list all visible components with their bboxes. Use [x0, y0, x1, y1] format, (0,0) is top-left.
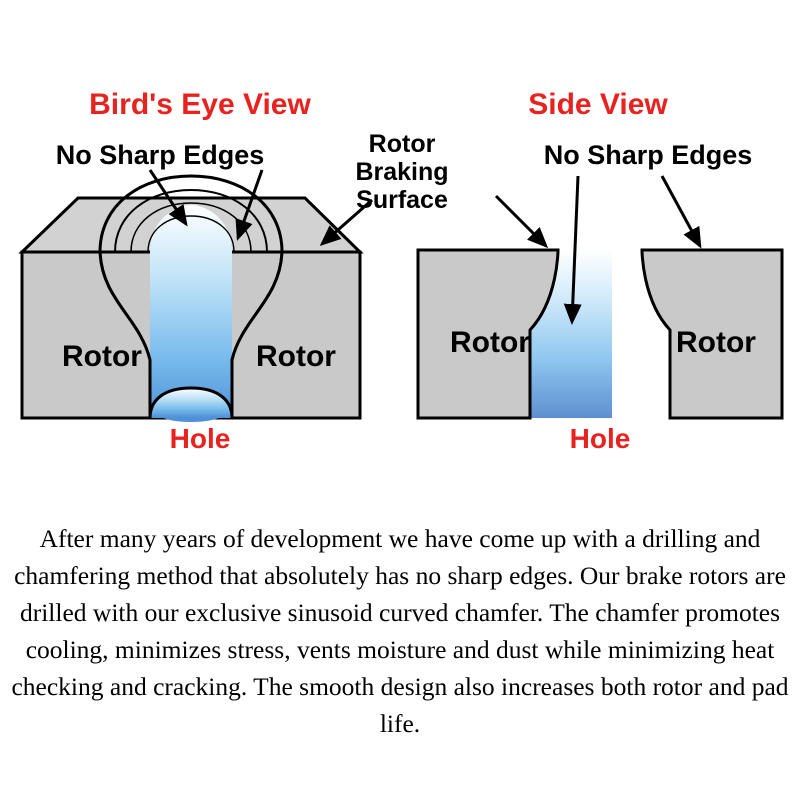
label-no-sharp-edges-left: No Sharp Edges	[55, 140, 265, 170]
label-rotor-right-b: Rotor	[676, 326, 756, 359]
label-hole-left: Hole	[169, 423, 231, 454]
birds-eye-view-group	[22, 170, 372, 422]
title-side-view: Side View	[528, 88, 668, 121]
label-no-sharp-edges-right: No Sharp Edges	[543, 140, 753, 170]
title-birds-eye-view: Bird's Eye View	[89, 88, 311, 121]
label-rotor-braking-surface-line1: Rotor	[368, 130, 436, 158]
caption-text: After many years of development we have come up with a drilling and chamfering method that absolutely has no sharp edges. Our brake rotors are drilled with our exclusive sinusoid curved chamfer. The chamfer promotes cooling, minimizes stress, vents moisture and dust while minimizing heat checking and cracking. The smooth design also increases both rotor and pad life.	[11, 524, 789, 738]
label-rotor-left-a: Rotor	[62, 340, 142, 373]
arrow-side-left	[496, 196, 546, 246]
label-rotor-left-b: Rotor	[256, 340, 336, 373]
label-rotor-braking-surface-line2: Braking	[355, 158, 449, 186]
label-hole-right: Hole	[569, 423, 631, 454]
side-view-group	[418, 176, 782, 418]
label-rotor-right-a: Rotor	[450, 326, 530, 359]
arrow-side-right	[662, 176, 700, 246]
label-rotor-braking-surface-line3: Surface	[356, 186, 448, 214]
